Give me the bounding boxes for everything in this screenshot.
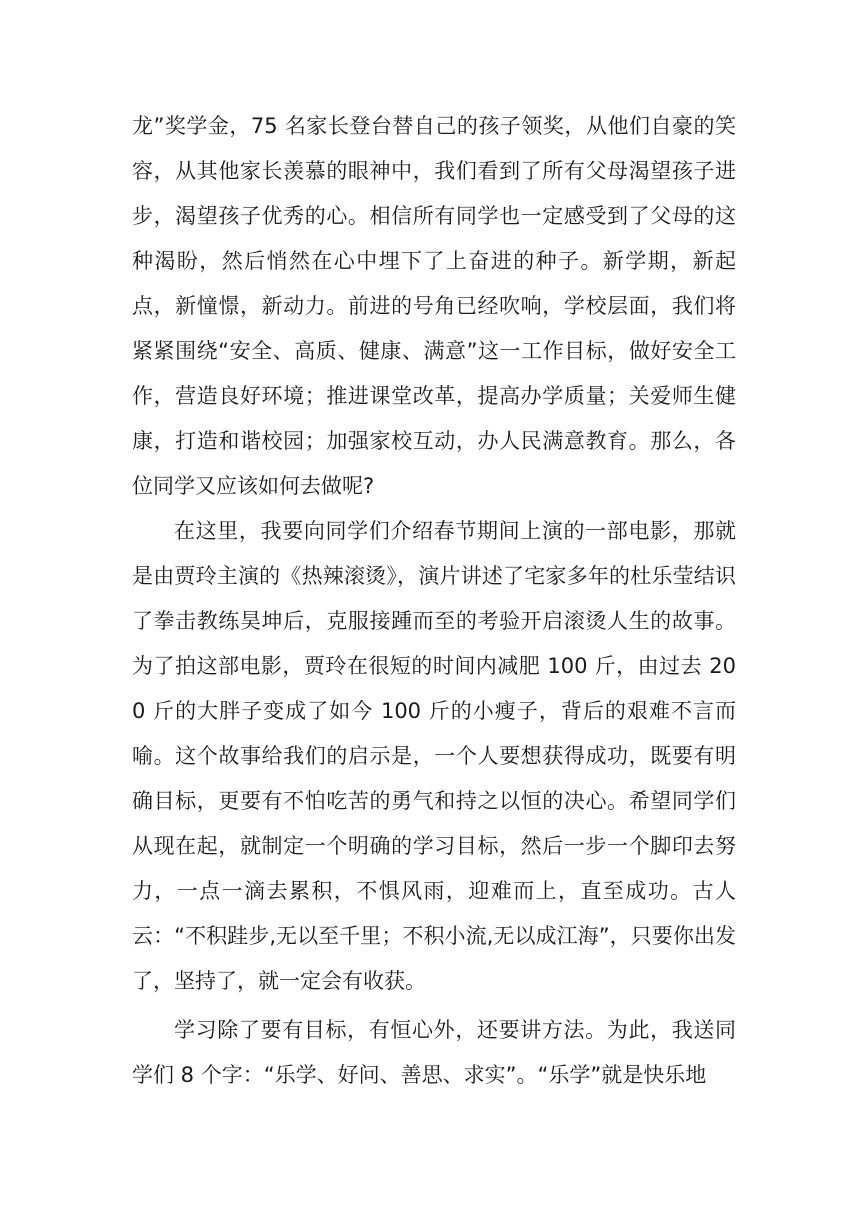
document-body bbox=[132, 104, 736, 1098]
paragraph-1: 龙”奖学金，75 名家长登台替自己的孩子领奖，从他们自豪的笑容，从其他家长羡慕的眼神中，我们看到了所有父母渴望孩子进步，渴望孩子优秀的心。相信所有同学也一定感受到了父母的这种渴盼，然后悄然在心中埋下了上奋进的种子。新学期，新起点，新憧憬，新动力。前进的号角已经吹响，学校层面，我们将紧紧围绕“安全、高质、健康、满意”这一工作目标，做好安全工作，营造良好环境；推进课堂改革，提高办学质量；关爱师生健康，打造和谐校园；加强家校互动，办人民满意教育。那么，各位同学又应该如何去做呢? bbox=[132, 114, 736, 498]
paragraph-3: 学习除了要有目标，有恒心外，还要讲方法。为此，我送同学们 8 个字：“乐学、好问、善思、求实”。“乐学”就是快乐地 bbox=[132, 1018, 736, 1087]
paragraph-2: 在这里，我要向同学们介绍春节期间上演的一部电影，那就是由贾玲主演的《热辣滚烫》，演片讲述了宅家多年的杜乐莹结识了拳击教练昊坤后，克服接踵而至的考验开启滚烫人生的故事。为了拍这部电影，贾玲在很短的时间内减肥 100 斤，由过去 200 斤的大胖子变成了如今 100 斤的小瘦子，背后的艰难不言而喻。这个故事给我们的启示是，一个人要想获得成功，既要有明确目标，更要有不怕吃苦的勇气和持之以恒的决心。希望同学们从现在起，就制定一个明确的学习目标，然后一步一个脚印去努力，一点一滴去累积，不惧风雨，迎难而上，直至成功。古人云：“不积跬步,无以至千里；不积小流,无以成江海”，只要你出发了，坚持了，就一定会有收获。 bbox=[132, 519, 736, 993]
